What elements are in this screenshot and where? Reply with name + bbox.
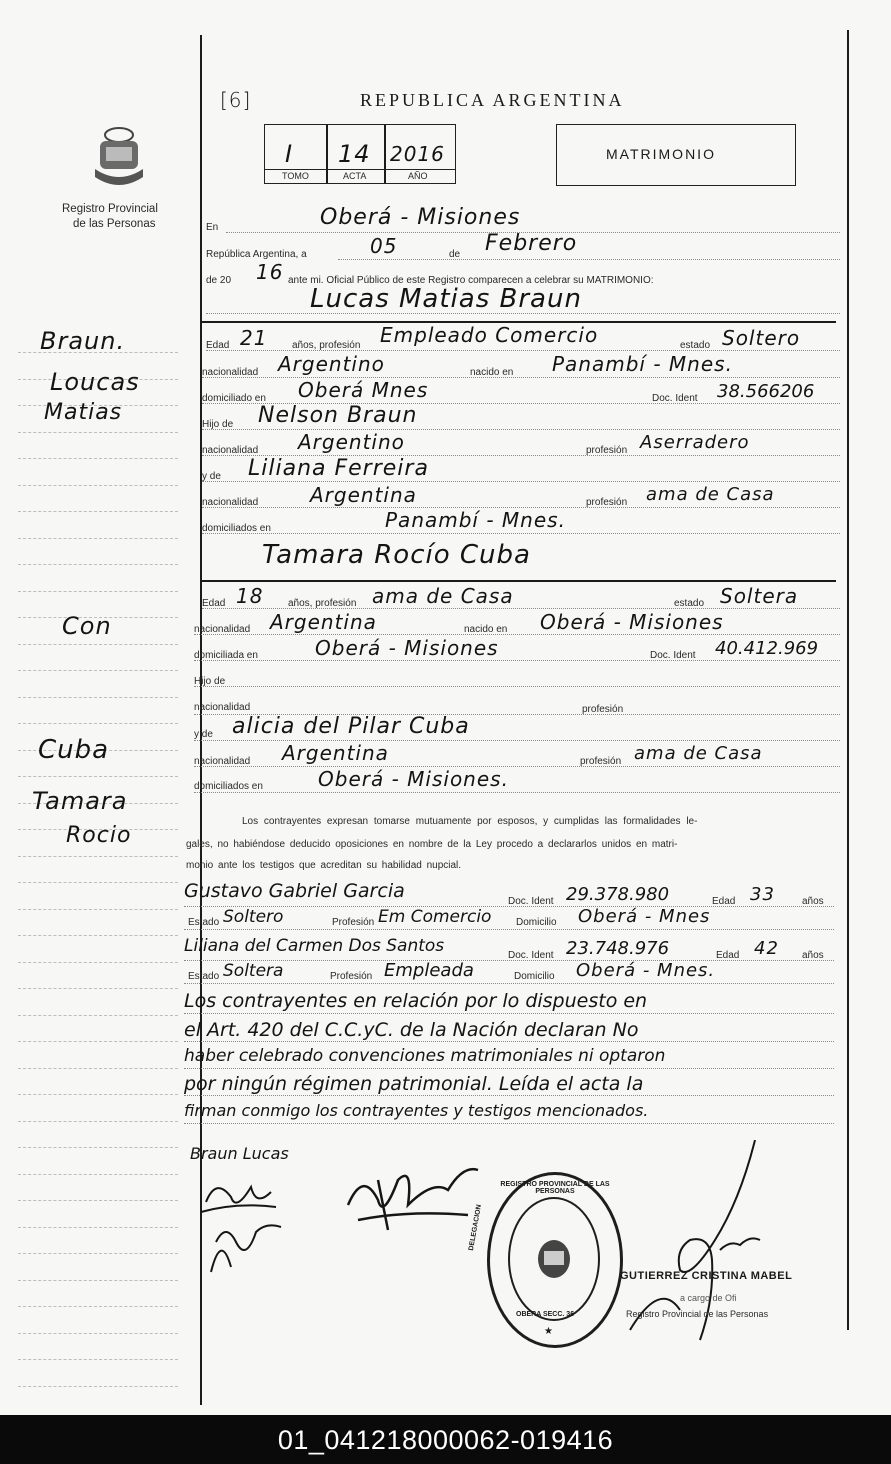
groom-profession: Empleado Comercio bbox=[380, 323, 599, 347]
witness1-dom: Oberá - Mnes bbox=[578, 906, 711, 927]
statement-line3: monio ante los testigos que acreditan su habilidad nupcial. bbox=[186, 860, 462, 871]
margin-rule bbox=[18, 856, 178, 857]
bride-domiciliados-label: domiciliados en bbox=[194, 781, 263, 792]
dots-g6 bbox=[202, 481, 840, 482]
groom-domiciliados-label: domiciliados en bbox=[202, 523, 271, 534]
year-prefix: de 20 bbox=[206, 275, 232, 286]
groom-father-prof: Aserradero bbox=[640, 432, 750, 453]
margin-rule bbox=[18, 882, 178, 883]
month-value: Febrero bbox=[485, 231, 578, 256]
margin-rule bbox=[18, 988, 178, 989]
witness2-anos-label: años bbox=[802, 950, 824, 961]
groom-mother-prof: ama de Casa bbox=[646, 484, 775, 505]
groom-mother-prof-label: profesión bbox=[586, 497, 628, 508]
witness2-prof: Empleada bbox=[384, 960, 474, 981]
page-number: [6] bbox=[220, 88, 252, 112]
groom-edad-label: Edad bbox=[206, 340, 230, 351]
groom-signature: Braun Lucas bbox=[190, 1144, 289, 1163]
statement-line1: Los contrayentes expresan tomarse mutuamente por esposos, y cumplidas las formalidades le- bbox=[242, 816, 698, 827]
groom-mother-nat: Argentina bbox=[310, 483, 417, 507]
margin-rule bbox=[18, 776, 178, 777]
margin-rule bbox=[18, 564, 178, 565]
margin-rule bbox=[18, 1359, 178, 1360]
box-label-separator bbox=[265, 169, 455, 170]
witness2-age: 42 bbox=[754, 938, 779, 959]
box-divider-1 bbox=[326, 125, 328, 183]
groom-anos-profesion: años, profesión bbox=[292, 340, 361, 351]
witness1-anos-label: años bbox=[802, 896, 824, 907]
witness1-doc-label: Doc. Ident bbox=[508, 896, 554, 907]
note-rule bbox=[184, 1041, 834, 1042]
note-line-1: Los contrayentes en relación por lo dispuesto en bbox=[184, 990, 648, 1012]
bride-full-name: Tamara Rocío Cuba bbox=[262, 540, 531, 570]
groom-estado-label: estado bbox=[680, 340, 711, 351]
dots-date bbox=[338, 259, 840, 260]
acta-label: ACTA bbox=[343, 171, 367, 181]
groom-nationality: Argentino bbox=[278, 352, 385, 376]
witness2-dom-label: Domicilio bbox=[514, 971, 555, 982]
margin-groom-surname: Braun. bbox=[40, 327, 126, 355]
margin-rule bbox=[18, 1068, 178, 1069]
witness-signature-scribble bbox=[338, 1160, 488, 1240]
groom-birthplace: Panambí - Mnes. bbox=[552, 352, 733, 376]
groom-parents-domicile: Panambí - Mnes. bbox=[385, 508, 566, 532]
margin-rule bbox=[18, 1200, 178, 1201]
dots-b7 bbox=[194, 766, 840, 767]
margin-rule bbox=[18, 538, 178, 539]
groom-father: Nelson Braun bbox=[258, 403, 418, 428]
margin-rule bbox=[18, 1121, 178, 1122]
margin-rule bbox=[18, 485, 178, 486]
intro-sentence: ante mi. Oficial Público de este Registro comparecen a celebrar su MATRIMONIO: bbox=[288, 275, 654, 286]
dots-g8 bbox=[202, 533, 840, 534]
bride-edad-label: Edad bbox=[202, 598, 226, 609]
bride-mother-nat-label: nacionalidad bbox=[194, 756, 251, 767]
groom-father-nat: Argentino bbox=[298, 430, 405, 454]
bride-anos-profesion: años, profesión bbox=[288, 598, 357, 609]
margin-rule bbox=[18, 1041, 178, 1042]
dots-b4 bbox=[194, 686, 840, 687]
bride-nacido-label: nacido en bbox=[464, 624, 508, 635]
seal-crest-icon bbox=[534, 1237, 574, 1281]
groom-domicile: Oberá Mnes bbox=[298, 378, 429, 402]
margin-rule bbox=[18, 511, 178, 512]
note-line-3: haber celebrado convenciones matrimoniales ni optaron bbox=[184, 1046, 666, 1066]
act-type-title: MATRIMONIO bbox=[606, 146, 716, 162]
groom-full-name: Lucas Matias Braun bbox=[310, 284, 582, 314]
bride-estado-label: estado bbox=[674, 598, 705, 609]
witness2-doc-label: Doc. Ident bbox=[508, 950, 554, 961]
note-line-5: firman conmigo los contrayentes y testigos mencionados. bbox=[184, 1101, 649, 1120]
margin-rule bbox=[18, 935, 178, 936]
bride-mother-prof-label: profesión bbox=[580, 756, 622, 767]
margin-rule bbox=[18, 1015, 178, 1016]
en-label: En bbox=[206, 222, 219, 233]
witness2-estado-label: Estado bbox=[188, 971, 220, 982]
bride-birthplace: Oberá - Misiones bbox=[540, 610, 724, 634]
margin-groom-name2: Matias bbox=[44, 400, 123, 425]
seal-left-text: DELEGACION bbox=[468, 1204, 483, 1252]
note-rule bbox=[184, 1013, 834, 1014]
witness1-estado-label: Estado bbox=[188, 917, 220, 928]
bride-mother: alicia del Pilar Cuba bbox=[232, 714, 470, 739]
official-role: a cargo de Ofi bbox=[680, 1293, 737, 1303]
witness1-prof-label: Profesión bbox=[332, 917, 375, 928]
groom-nacionalidad-label: nacionalidad bbox=[202, 367, 259, 378]
bride-estado: Soltera bbox=[720, 584, 799, 608]
witness1-edad-label: Edad bbox=[712, 896, 736, 907]
margin-rule bbox=[18, 1253, 178, 1254]
margin-rule bbox=[18, 670, 178, 671]
day-value: 05 bbox=[370, 234, 398, 258]
witness2-doc: 23.748.976 bbox=[566, 938, 670, 959]
dots-b1 bbox=[202, 608, 840, 609]
margin-rule bbox=[18, 909, 178, 910]
margin-bride-name1: Tamara bbox=[32, 787, 128, 815]
margin-bride-surname: Cuba bbox=[38, 735, 110, 765]
anio-label: AÑO bbox=[408, 171, 428, 181]
bride-hijo-label: Hijo de bbox=[194, 676, 226, 687]
margin-rule bbox=[18, 697, 178, 698]
statement-line2: gales, no habiéndose deducido oposiciones en nombre de la Ley procedo a declararlos unidos en matri- bbox=[186, 839, 678, 850]
margin-rule bbox=[18, 1306, 178, 1307]
republica-label: República Argentina, a bbox=[206, 249, 307, 260]
note-line-4: por ningún régimen patrimonial. Leída el acta la bbox=[184, 1073, 644, 1095]
witness1-estado: Soltero bbox=[223, 907, 284, 927]
note-line-2: el Art. 420 del C.C.yC. de la Nación declaran No bbox=[184, 1019, 639, 1041]
margin-rule bbox=[18, 644, 178, 645]
witness1-dom-label: Domicilio bbox=[516, 917, 557, 928]
margin-rule bbox=[18, 1280, 178, 1281]
groom-mother: Liliana Ferreira bbox=[248, 456, 429, 481]
groom-father-prof-label: profesión bbox=[586, 445, 628, 456]
groom-father-nat-label: nacionalidad bbox=[202, 445, 259, 456]
note-rule bbox=[184, 1123, 834, 1124]
witness2-estado: Soltera bbox=[223, 961, 284, 981]
tomo-value: I bbox=[285, 140, 294, 168]
bride-nationality: Argentina bbox=[270, 610, 377, 634]
year-suffix: 16 bbox=[256, 260, 284, 284]
margin-rule bbox=[18, 1174, 178, 1175]
margin-rule bbox=[18, 1227, 178, 1228]
official-registry: Registro Provincial de las Personas bbox=[626, 1309, 769, 1319]
registry-name-line1: Registro Provincial bbox=[62, 203, 158, 215]
margin-rule bbox=[18, 1333, 178, 1334]
groom-estado: Soltero bbox=[722, 326, 801, 350]
seal-star-icon: ★ bbox=[544, 1326, 553, 1337]
groom-domiciliado-label: domiciliado en bbox=[202, 393, 266, 404]
bride-signature-scribble bbox=[196, 1172, 316, 1282]
bride-mother-prof: ama de Casa bbox=[634, 743, 763, 764]
seal-bottom-text: OBERA SECC. 36 bbox=[516, 1311, 575, 1318]
dots-w4 bbox=[184, 983, 834, 984]
groom-doc: 38.566206 bbox=[717, 381, 815, 402]
tomo-label: TOMO bbox=[282, 171, 309, 181]
dots-g1 bbox=[206, 350, 840, 351]
box-divider-2 bbox=[384, 125, 386, 183]
bride-doc: 40.412.969 bbox=[715, 638, 819, 659]
note-rule bbox=[184, 1095, 834, 1096]
margin-rule bbox=[18, 1094, 178, 1095]
bride-age: 18 bbox=[236, 584, 264, 608]
groom-mother-nat-label: nacionalidad bbox=[202, 497, 259, 508]
witness2-edad-label: Edad bbox=[716, 950, 740, 961]
margin-con: Con bbox=[62, 612, 112, 640]
bride-mother-nat: Argentina bbox=[282, 741, 389, 765]
right-border-line bbox=[847, 30, 849, 1330]
bride-father-prof-label: profesión bbox=[582, 704, 624, 715]
dots-b8 bbox=[194, 792, 840, 793]
bride-yde-label: y de bbox=[194, 729, 213, 740]
note-rule bbox=[184, 1068, 834, 1069]
bride-profession: ama de Casa bbox=[372, 584, 514, 608]
dots-b3 bbox=[194, 660, 840, 661]
dots-b2 bbox=[194, 634, 840, 635]
bride-domiciliada-label: domiciliada en bbox=[194, 650, 258, 661]
witness1-name: Gustavo Gabriel Garcia bbox=[184, 880, 405, 902]
section-divider-2 bbox=[200, 580, 836, 582]
seal-outer-text: REGISTRO PROVINCIAL DE LAS PERSONAS bbox=[500, 1181, 610, 1195]
witness2-name: Liliana del Carmen Dos Santos bbox=[184, 936, 445, 956]
place-value: Oberá - Misiones bbox=[320, 205, 521, 230]
groom-nacido-label: nacido en bbox=[470, 367, 514, 378]
acta-value: 14 bbox=[338, 140, 371, 168]
groom-yde-label: y de bbox=[202, 471, 221, 482]
witness1-prof: Em Comercio bbox=[378, 907, 492, 927]
groom-hijo-label: Hijo de bbox=[202, 419, 234, 430]
bride-parents-domicile: Oberá - Misiones. bbox=[318, 767, 509, 791]
margin-rule bbox=[18, 458, 178, 459]
anio-value: 2016 bbox=[390, 142, 445, 166]
margin-bride-name2: Rocio bbox=[66, 823, 132, 848]
country-title: REPUBLICA ARGENTINA bbox=[360, 90, 625, 110]
groom-age: 21 bbox=[240, 326, 268, 350]
margin-rule bbox=[18, 432, 178, 433]
groom-doc-label: Doc. Ident bbox=[652, 393, 698, 404]
de-label: de bbox=[449, 249, 461, 260]
bride-domicile: Oberá - Misiones bbox=[315, 636, 499, 660]
witness1-doc: 29.378.980 bbox=[566, 884, 670, 905]
margin-rule bbox=[18, 1147, 178, 1148]
bride-doc-label: Doc. Ident bbox=[650, 650, 696, 661]
margin-rule bbox=[18, 1386, 178, 1387]
registry-name-line2: de las Personas bbox=[73, 218, 156, 230]
margin-rule bbox=[18, 723, 178, 724]
registry-emblem-icon bbox=[90, 123, 148, 193]
witness2-dom: Oberá - Mnes. bbox=[576, 960, 716, 981]
bride-nacionalidad-label: nacionalidad bbox=[194, 624, 251, 635]
official-name: GUTIERREZ CRISTINA MABEL bbox=[620, 1270, 793, 1282]
dots-w2 bbox=[184, 929, 834, 930]
bride-father-nat-label: nacionalidad bbox=[194, 702, 251, 713]
document-id: 01_041218000062-019416 bbox=[277, 1425, 614, 1455]
margin-groom-name1: Loucas bbox=[50, 368, 140, 396]
registry-seal bbox=[487, 1172, 623, 1348]
margin-rule bbox=[18, 591, 178, 592]
margin-rule bbox=[18, 962, 178, 963]
witness1-age: 33 bbox=[750, 884, 775, 905]
witness2-prof-label: Profesión bbox=[330, 971, 373, 982]
